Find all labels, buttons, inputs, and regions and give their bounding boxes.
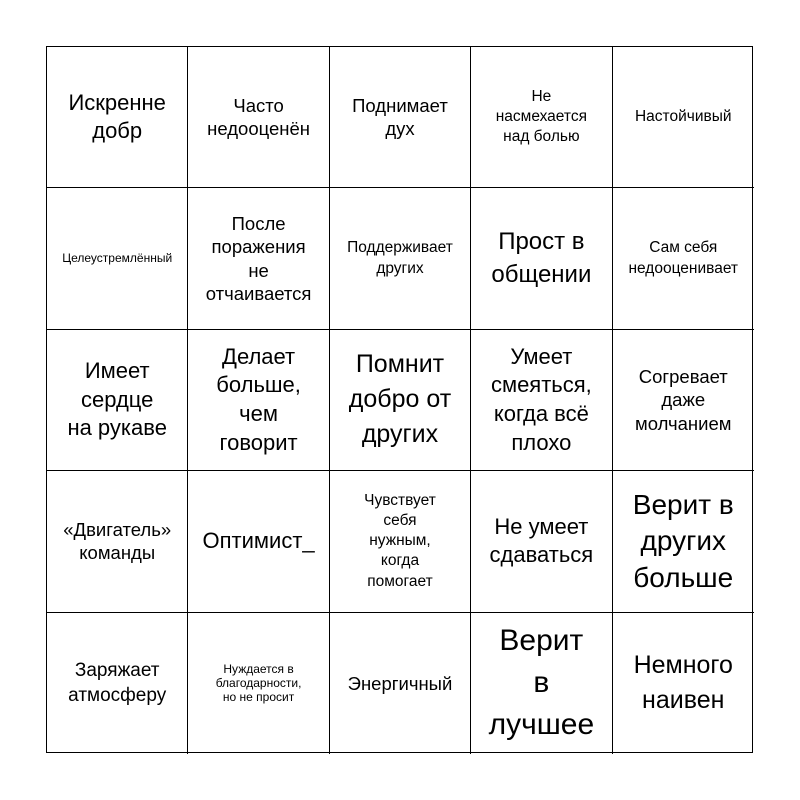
cell-text: Имеет сердце на рукаве	[67, 358, 167, 441]
bingo-cell[interactable]	[613, 471, 754, 612]
cell-text: «Двигатель» команды	[63, 519, 172, 564]
cell-text: Искренне добр	[68, 89, 166, 144]
cell-text: Чувствует себя нужным, когда помогает	[364, 492, 436, 590]
bingo-cell[interactable]	[47, 471, 188, 612]
cell-text: Поднимает дух	[352, 95, 448, 140]
cell-text: Поддерживает других	[347, 239, 453, 277]
bingo-cell[interactable]	[471, 471, 612, 612]
cell-text: Немного наивен	[633, 651, 733, 715]
cell-text: Не насмехается над болью	[495, 87, 587, 146]
cell-text: Верит в других больше	[632, 488, 734, 593]
bingo-cell[interactable]	[330, 330, 471, 471]
bingo-cell[interactable]	[613, 330, 754, 471]
bingo-cell[interactable]	[613, 613, 754, 754]
cell-text: Настойчивый	[634, 108, 732, 126]
bingo-cell[interactable]	[613, 188, 754, 329]
bingo-cell[interactable]	[330, 47, 471, 188]
bingo-cell[interactable]	[330, 471, 471, 612]
bingo-cell[interactable]	[47, 330, 188, 471]
cell-text: Умеет смеяться, когда всё плохо	[490, 343, 592, 455]
cell-text: Сам себя недооценивает	[628, 239, 739, 277]
cell-text: Целеустремлённый	[62, 251, 173, 266]
bingo-cell[interactable]	[471, 613, 612, 754]
cell-text: Помнит добро от других	[348, 350, 452, 449]
bingo-board	[46, 46, 753, 753]
bingo-cell[interactable]	[471, 330, 612, 471]
cell-text: Прост в общении	[491, 228, 592, 288]
bingo-cell[interactable]	[47, 47, 188, 188]
cell-text: Оптимист_	[202, 528, 315, 554]
bingo-cell[interactable]	[47, 188, 188, 329]
bingo-cell[interactable]	[471, 47, 612, 188]
bingo-cell[interactable]	[330, 188, 471, 329]
bingo-cell[interactable]	[188, 188, 329, 329]
cell-text: Согревает даже молчанием	[635, 366, 732, 434]
cell-text: Нуждается в благодарности, но не просит	[215, 661, 302, 705]
bingo-cell[interactable]	[613, 47, 754, 188]
bingo-cell[interactable]	[188, 613, 329, 754]
cell-text: Заряжает атмосферу	[68, 659, 167, 707]
bingo-cell[interactable]	[47, 613, 188, 754]
cell-text: Часто недооценён	[207, 95, 311, 140]
cell-text: Не умеет сдаваться	[489, 513, 594, 568]
bingo-cell[interactable]	[471, 188, 612, 329]
cell-text: Верит в лучшее	[488, 624, 595, 742]
cell-text: Делает больше, чем говорит	[216, 343, 301, 455]
bingo-cell[interactable]	[188, 47, 329, 188]
cell-text: Энергичный	[347, 672, 453, 694]
bingo-cell[interactable]	[330, 613, 471, 754]
bingo-cell[interactable]	[188, 471, 329, 612]
cell-text: После поражения не отчаивается	[205, 213, 312, 304]
bingo-cell[interactable]	[188, 330, 329, 471]
